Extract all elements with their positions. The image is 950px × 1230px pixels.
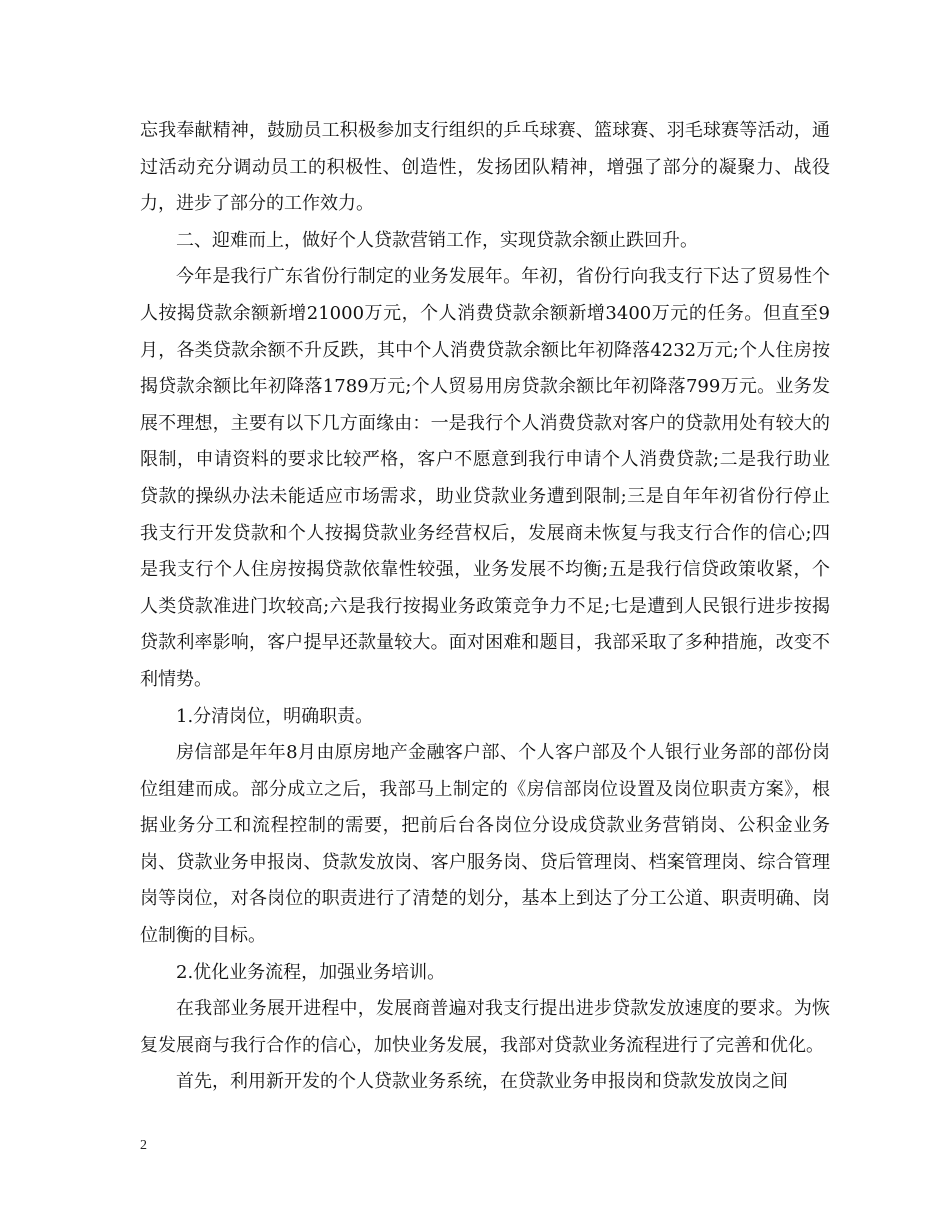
page-number: 2	[140, 1138, 147, 1153]
paragraph-process-optimization: 在我部业务展开进程中，发展商普遍对我支行提出进步贷款发放速度的要求。为恢复发展商与我行合作的信心，加快业务发展，我部对贷款业务流程进行了完善和优化。	[140, 998, 830, 1056]
paragraph-business-year: 今年是我行广东省份行制定的业务发展年。年初，省份行向我支行下达了贸易性个人按揭贷款余额新增21000万元，个人消费贷款余额新增3400万元的任务。但直至9月，各类贷款余额不升反跌，其中个人消费贷款余额比年初降落4232万元;个人住房按揭贷款余额比年初降落1789万元;个人贸易用房贷款余额比年初降落799万元。业务发展不理想，主要有以下几方面缘由：一是我行个人消费贷款对客户的贷款用处有较大的限制，申请资料的要求比较严格，客户不愿意到我行申请个人消费贷款;二是我行助业贷款的操纵办法未能适应市场需求，助业贷款业务遭到限制;三是自年年初省份行停止我支行开发贷款和个人按揭贷款业务经营权后，发展商未恢复与我支行合作的信心;四是我支行个人住房按揭贷款依靠性较强，业务发展不均衡;五是我行信贷政策收紧，个人类贷款准进门坎较高;六是我行按揭业务政策竞争力不足;七是遭到人民银行进步按揭贷款利率影响，客户提早还款量较大。面对困难和题目，我部采取了多种措施，改变不利情势。	[140, 266, 830, 690]
section-heading-2: 二、迎难而上，做好个人贷款营销工作，实现贷款余额止跌回升。	[176, 229, 698, 251]
subheading-1: 1.分清岗位，明确职责。	[176, 705, 374, 727]
paragraph-continuation: 忘我奉献精神，鼓励员工积极参加支行组织的乒乓球赛、篮球赛、羽毛球赛等活动，通过活动充分调动员工的积极性、创造性，发扬团队精神，增强了部分的凝聚力、战役力，进步了部分的工作效力。	[140, 120, 830, 215]
subheading-2: 2.优化业务流程，加强业务培训。	[176, 961, 446, 983]
paragraph-first-step: 首先，利用新开发的个人贷款业务系统，在贷款业务申报岗和贷款发放岗之间	[176, 1071, 788, 1093]
body-text	[140, 113, 830, 1101]
paragraph-department-setup: 房信部是年年8月由原房地产金融客户部、个人客户部及个人银行业务部的部份岗位组建而成。部分成立之后，我部马上制定的《房信部岗位设置及岗位职责方案》，根据业务分工和流程控制的需要，把前后台各岗位分设成贷款业务营销岗、公积金业务岗、贷款业务申报岗、贷款发放岗、客户服务岗、贷后管理岗、档案管理岗、综合管理岗等岗位，对各岗位的职责进行了清楚的划分，基本上到达了分工公道、职责明确、岗位制衡的目标。	[140, 742, 830, 947]
